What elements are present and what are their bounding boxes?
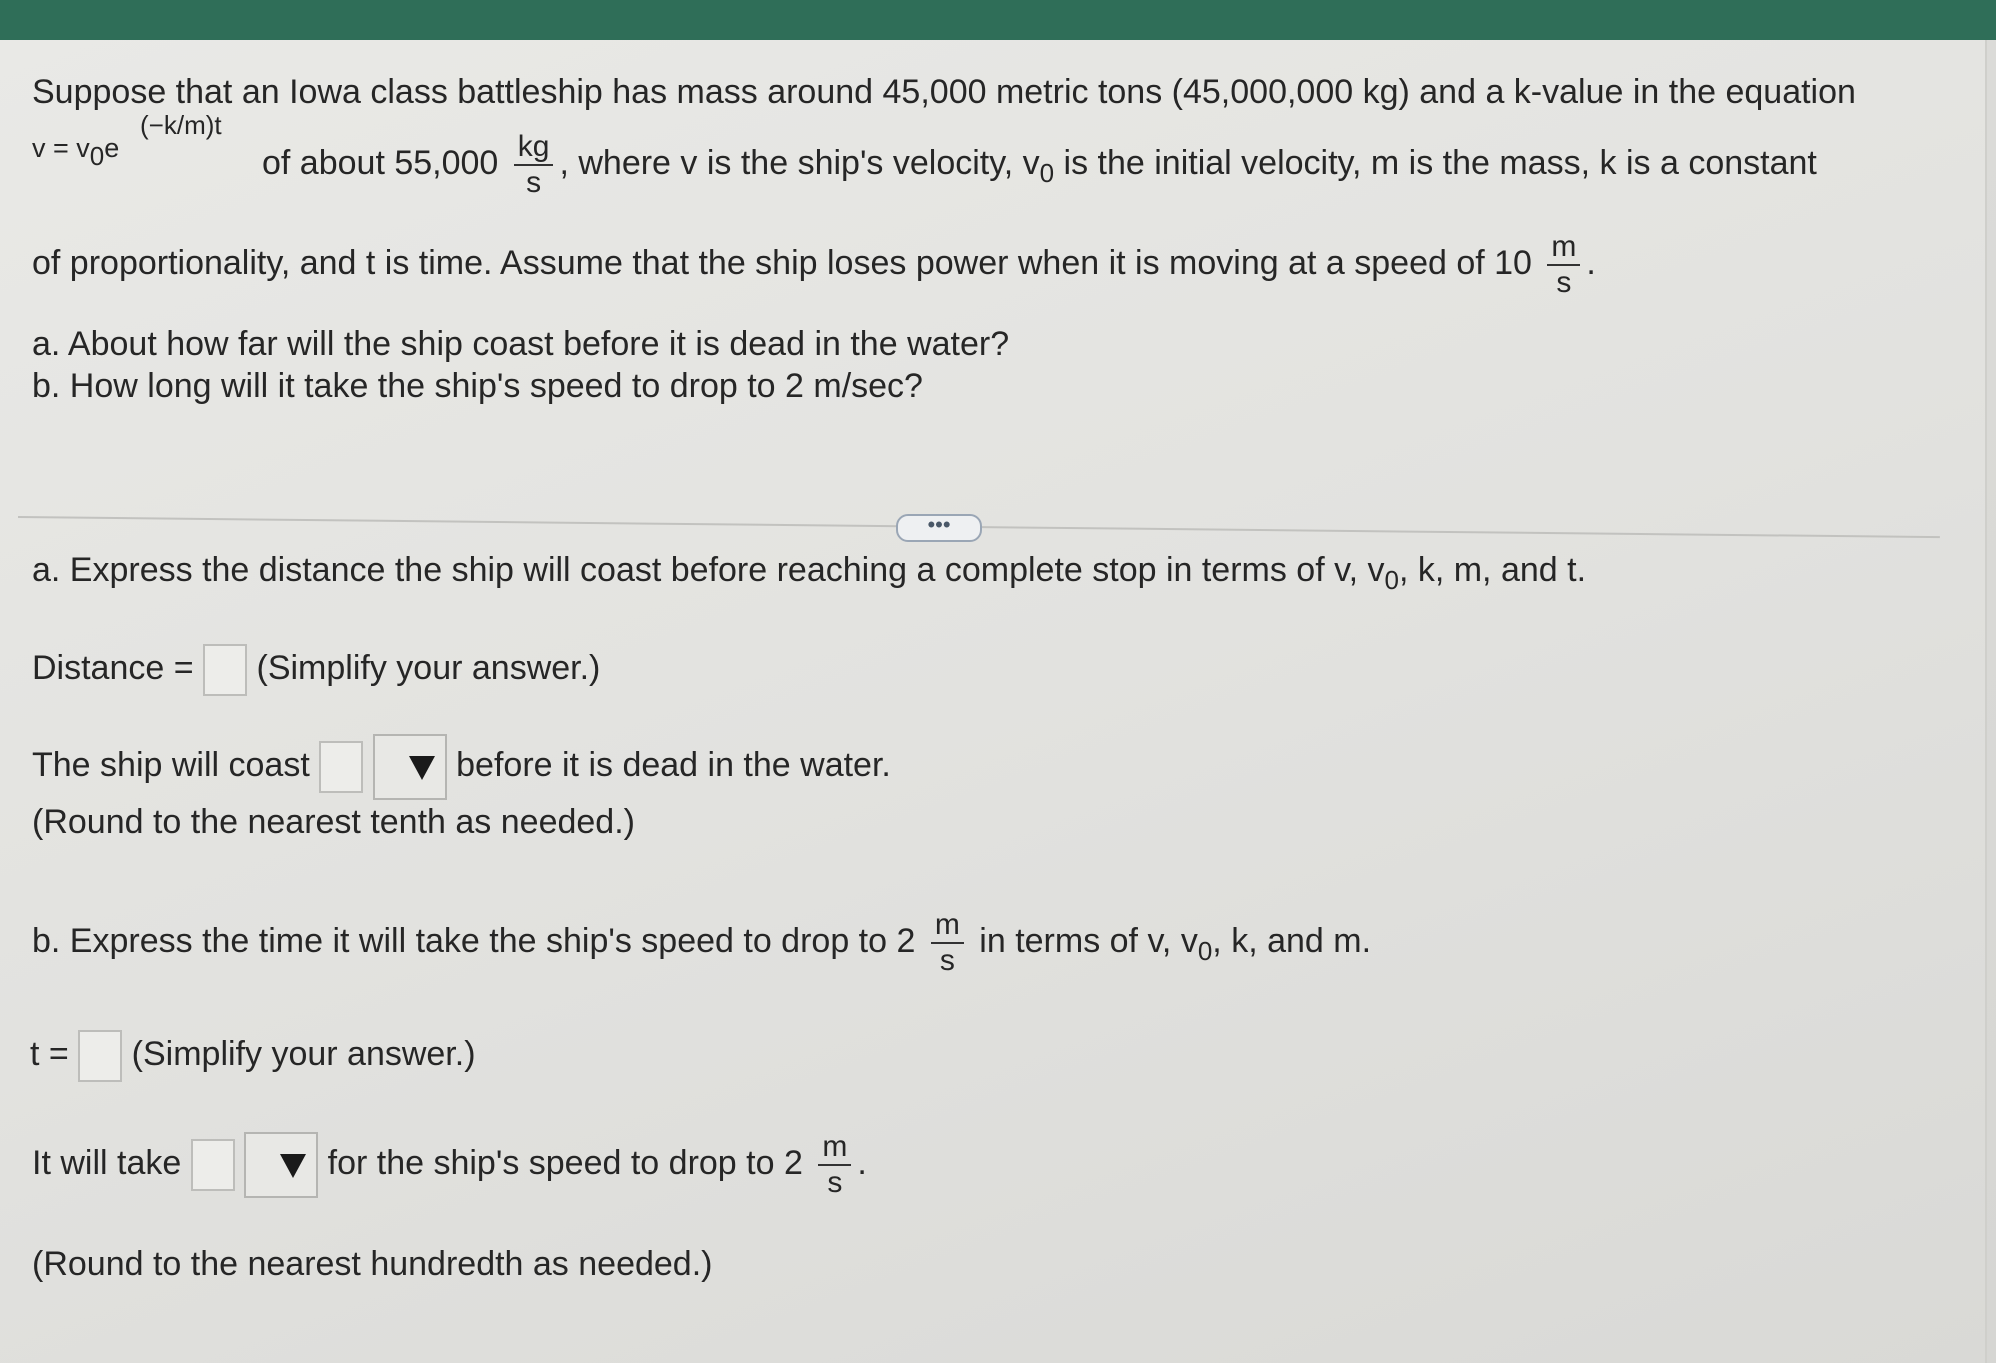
t-hint: (Simplify your answer.) bbox=[131, 1034, 476, 1073]
part-a-round-hint: (Round to the nearest tenth as needed.) bbox=[32, 803, 635, 841]
part-b-ms-numerator: m bbox=[931, 908, 964, 944]
part-b-prompt-a: b. Express the time it will take the ship's speed to drop to 2 bbox=[32, 921, 916, 960]
more-button[interactable]: ••• bbox=[896, 514, 982, 542]
kg-numerator: kg bbox=[514, 130, 554, 166]
take-value-input[interactable] bbox=[191, 1139, 235, 1191]
problem-line-2-c: is the initial velocity, m is the mass, k is a constant bbox=[1054, 143, 1817, 182]
coast-row bbox=[32, 734, 891, 800]
t-answer-input[interactable] bbox=[78, 1030, 122, 1082]
question-panel bbox=[0, 40, 1987, 1363]
distance-label: Distance = bbox=[32, 648, 194, 687]
part-b-round-hint: (Round to the nearest hundredth as needed.) bbox=[32, 1245, 713, 1283]
equation-exponent: (−k/m)t bbox=[140, 110, 222, 140]
question-a: a. About how far will the ship coast before it is dead in the water? bbox=[32, 325, 1010, 363]
take-end: . bbox=[857, 1143, 867, 1182]
distance-row bbox=[32, 644, 600, 696]
top-bar bbox=[0, 0, 1996, 40]
dropdown-arrow-icon bbox=[409, 756, 435, 780]
ms-denominator: s bbox=[1556, 266, 1572, 299]
part-a-prompt-b: , k, m, and t. bbox=[1398, 551, 1587, 589]
part-a-prompt-sub: 0 bbox=[1384, 565, 1399, 595]
take-post-text: for the ship's speed to drop to 2 bbox=[327, 1143, 803, 1182]
dropdown-arrow-icon bbox=[280, 1154, 306, 1178]
problem-line-2 bbox=[262, 130, 1817, 200]
part-a-prompt bbox=[32, 550, 1586, 600]
question-b: b. How long will it take the ship's speed to drop to 2 m/sec? bbox=[32, 367, 923, 405]
coast-value-input[interactable] bbox=[319, 741, 363, 793]
equation-sub: 0 bbox=[89, 141, 105, 171]
coast-post-text: before it is dead in the water. bbox=[456, 745, 891, 784]
problem-line-3 bbox=[32, 230, 1596, 300]
equation-lhs: v = v bbox=[32, 133, 90, 163]
take-row bbox=[32, 1130, 867, 1200]
problem-line-3-end: . bbox=[1586, 243, 1596, 282]
v0-sub: 0 bbox=[1039, 157, 1055, 188]
part-b-ms-fraction bbox=[931, 908, 964, 978]
part-b-prompt bbox=[32, 908, 1371, 978]
problem-line-1: Suppose that an Iowa class battleship has mass around 45,000 metric tons (45,000,000 kg) and a k-value in the equation bbox=[32, 73, 1856, 111]
kg-per-s-fraction bbox=[514, 130, 554, 200]
problem-line-3-text: of proportionality, and t is time. Assume that the ship loses power when it is moving at a speed of 10 bbox=[32, 243, 1532, 282]
equation-base: e bbox=[104, 133, 120, 163]
part-b-prompt-b: in terms of v, v bbox=[979, 921, 1198, 960]
ms-numerator: m bbox=[1547, 230, 1580, 266]
part-b-ms-denominator: s bbox=[939, 944, 955, 977]
t-row bbox=[30, 1030, 476, 1082]
coast-pre-text: The ship will coast bbox=[32, 745, 310, 784]
part-b-prompt-sub: 0 bbox=[1197, 935, 1213, 966]
take-unit-dropdown[interactable] bbox=[244, 1132, 318, 1198]
part-b-prompt-c: , k, and m. bbox=[1212, 921, 1372, 960]
part-a-prompt-a: a. Express the distance the ship will coast before reaching a complete stop in terms of v, v bbox=[32, 551, 1385, 589]
problem-line-2-a: of about 55,000 bbox=[262, 143, 499, 182]
ms-fraction bbox=[1547, 230, 1580, 300]
coast-unit-dropdown[interactable] bbox=[373, 734, 447, 800]
t-label: t = bbox=[30, 1034, 69, 1073]
equation bbox=[32, 128, 119, 176]
distance-answer-input[interactable] bbox=[203, 644, 247, 696]
take-ms-fraction bbox=[818, 1130, 851, 1200]
take-ms-denominator: s bbox=[827, 1166, 843, 1199]
kg-denominator: s bbox=[526, 166, 542, 199]
take-pre-text: It will take bbox=[32, 1143, 182, 1182]
problem-line-2-b: , where v is the ship's velocity, v bbox=[559, 143, 1040, 182]
take-ms-numerator: m bbox=[818, 1130, 851, 1166]
distance-hint: (Simplify your answer.) bbox=[256, 648, 601, 687]
